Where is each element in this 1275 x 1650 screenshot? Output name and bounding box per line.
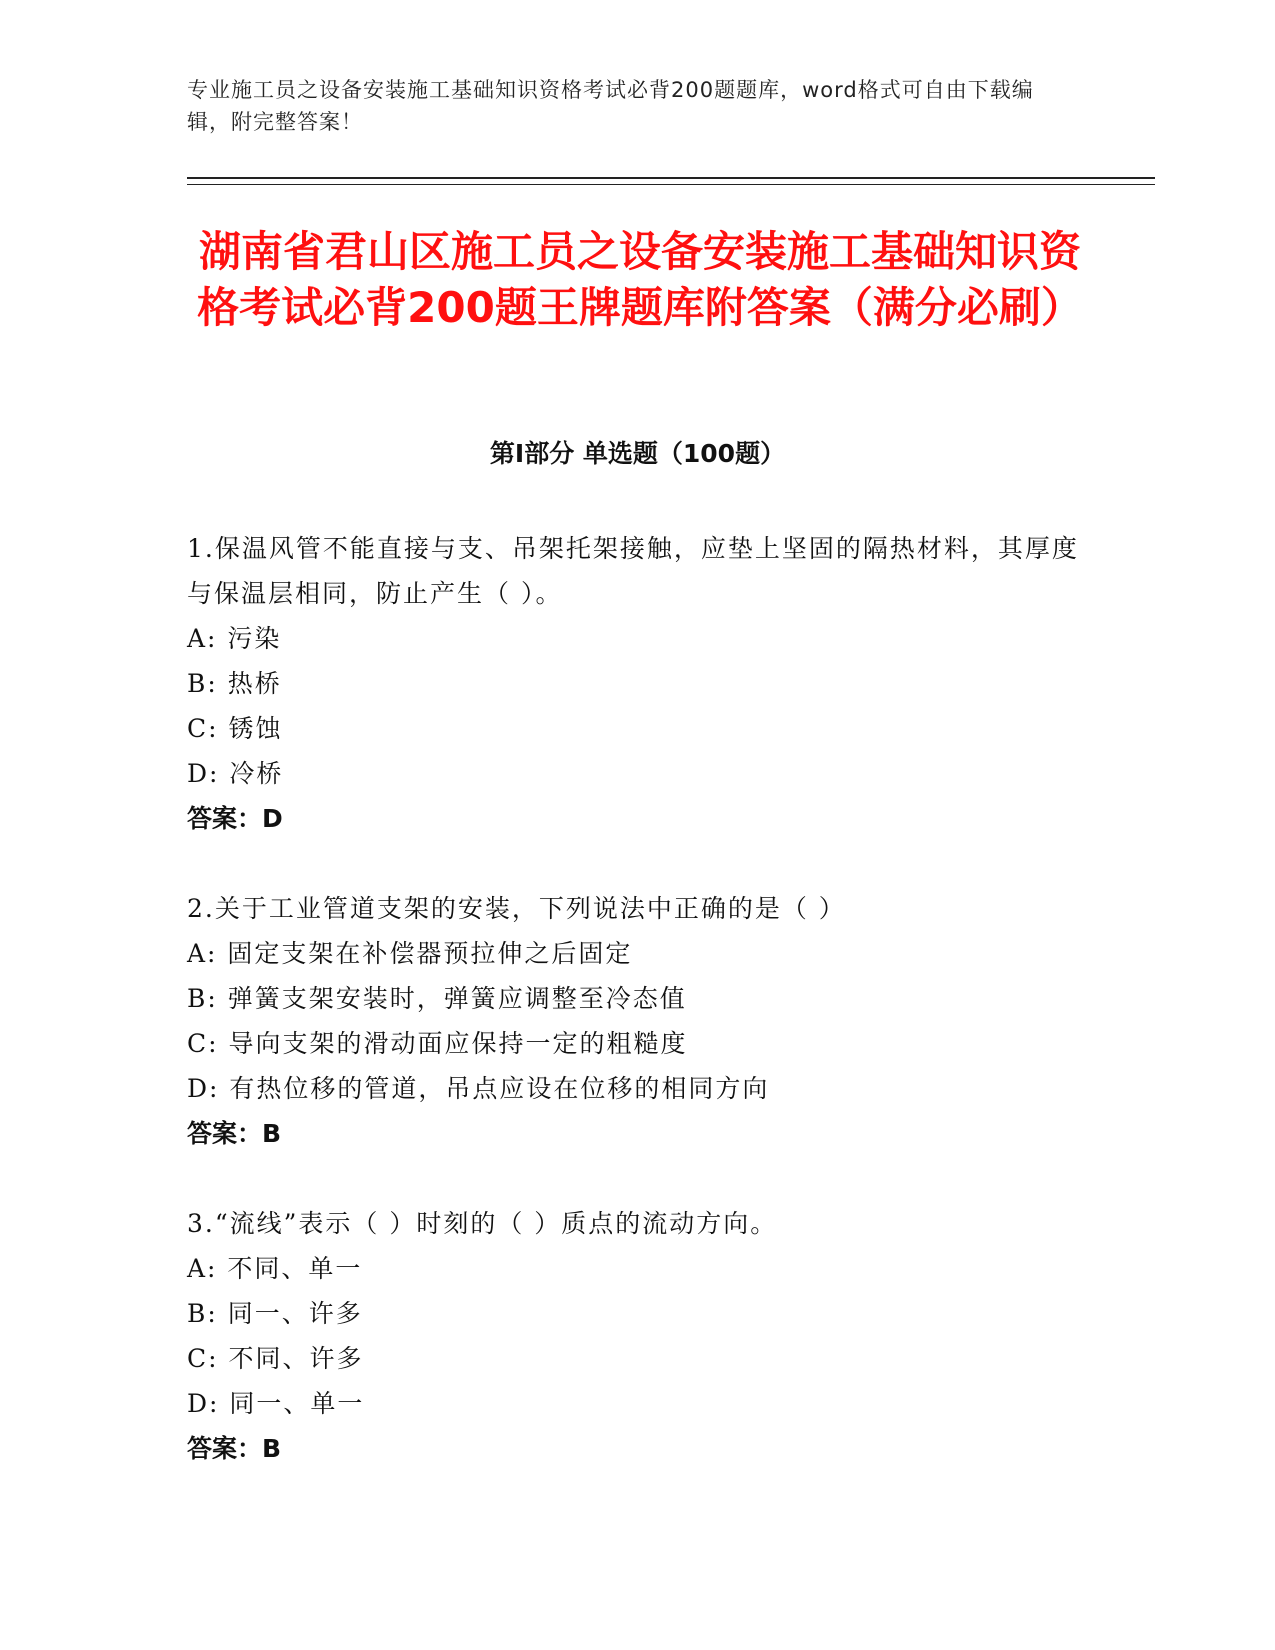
document-title: 湖南省君山区施工员之设备安装施工基础知识资格考试必背200题王牌题库附答案（满分必刷） bbox=[197, 227, 1083, 332]
option-d: D: 冷桥 bbox=[187, 759, 284, 788]
question-stem: 3.“流线”表示（ ）时刻的（ ）质点的流动方向。 bbox=[187, 1209, 778, 1238]
question-stem: 1.保温风管不能直接与支、吊架托架接触，应垫上坚固的隔热材料，其厚度与保温层相同，防止产生（ ）。 bbox=[187, 534, 1079, 608]
option-a: A: 不同、单一 bbox=[187, 1254, 363, 1283]
question-stem: 2.关于工业管道支架的安装，下列说法中正确的是（ ） bbox=[187, 894, 846, 923]
option-a: A: 固定支架在补偿器预拉伸之后固定 bbox=[187, 939, 633, 968]
option-b: B: 弹簧支架安装时，弹簧应调整至冷态值 bbox=[187, 984, 687, 1013]
option-d: D: 有热位移的管道，吊点应设在位移的相同方向 bbox=[187, 1074, 770, 1103]
question-2 bbox=[187, 886, 1087, 1156]
option-a: A: 污染 bbox=[187, 624, 282, 653]
answer-line: 答案：B bbox=[187, 1119, 282, 1148]
answer-line: 答案：B bbox=[187, 1434, 282, 1463]
question-3 bbox=[187, 1201, 1087, 1471]
header-note: 专业施工员之设备安装施工基础知识资格考试必背200题题库，word格式可自由下载编辑，附完整答案！ bbox=[187, 78, 1034, 134]
option-d: D: 同一、单一 bbox=[187, 1389, 365, 1418]
section-heading: 第Ⅰ部分 单选题（100题） bbox=[489, 439, 786, 468]
question-1 bbox=[187, 526, 1087, 841]
header-rule-thin bbox=[187, 184, 1155, 185]
answer-line: 答案：D bbox=[187, 804, 283, 833]
option-c: C: 导向支架的滑动面应保持一定的粗糙度 bbox=[187, 1029, 688, 1058]
option-b: B: 同一、许多 bbox=[187, 1299, 363, 1328]
option-c: C: 锈蚀 bbox=[187, 714, 283, 743]
header-rule-thick bbox=[187, 177, 1155, 179]
option-c: C: 不同、许多 bbox=[187, 1344, 364, 1373]
option-b: B: 热桥 bbox=[187, 669, 282, 698]
